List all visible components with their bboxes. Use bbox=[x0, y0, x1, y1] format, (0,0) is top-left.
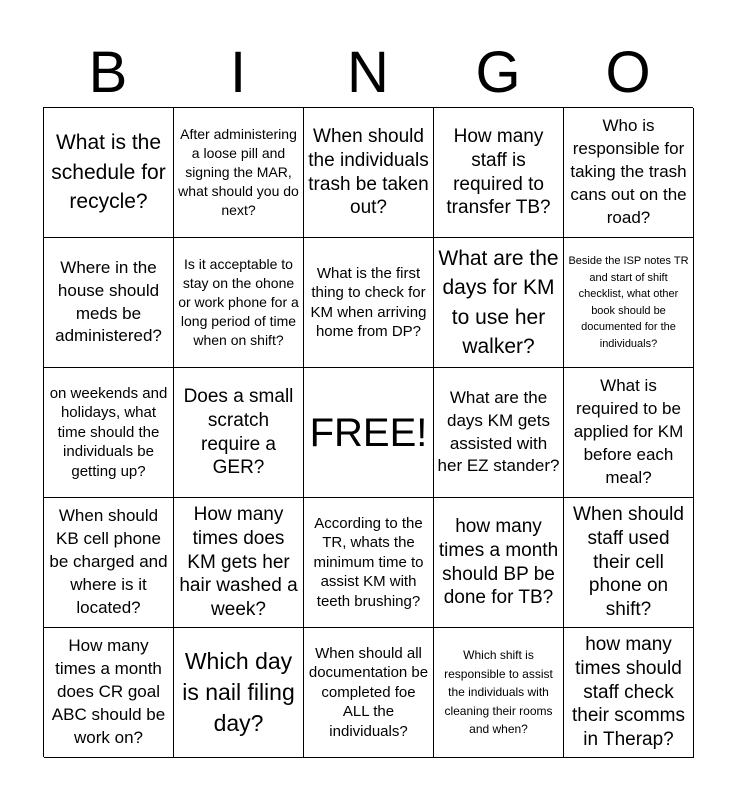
cell-text: Which shift is responsible to assist the individuals with cleaning their rooms and when? bbox=[444, 648, 553, 737]
bingo-cell[interactable] bbox=[44, 498, 174, 628]
header-letter-n: N bbox=[347, 40, 389, 105]
bingo-cell[interactable] bbox=[174, 368, 304, 498]
cell-text: How many times does KM gets her hair washed a week? bbox=[179, 504, 298, 621]
cell-text: According to the TR, whats the minimum time to assist KM with teeth brushing? bbox=[313, 514, 424, 610]
cell-text: What is the schedule for recycle? bbox=[51, 131, 166, 214]
cell-text: Does a small scratch require a GER? bbox=[183, 386, 294, 479]
cell-text: Where in the house should meds be administered? bbox=[55, 257, 162, 346]
cell-text: how many times should staff check their scomms in Therap? bbox=[572, 634, 685, 751]
bingo-grid bbox=[43, 107, 693, 757]
cell-text: Beside the ISP notes TR and start of shift checklist, what other book should be documented for the individuals? bbox=[568, 255, 689, 350]
bingo-cell-free[interactable] bbox=[304, 368, 434, 498]
cell-text: Which day is nail filing day? bbox=[182, 647, 295, 737]
cell-text: Who is responsible for taking the trash cans out on the road? bbox=[570, 116, 687, 227]
header-letter-i: I bbox=[229, 40, 247, 105]
cell-text: When should staff used their cell phone on shift? bbox=[573, 504, 684, 621]
header-letter-o: O bbox=[605, 40, 651, 105]
cell-text: on weekends and holidays, what time should the individuals be getting up? bbox=[49, 384, 168, 480]
bingo-cell[interactable] bbox=[304, 498, 434, 628]
bingo-cell[interactable] bbox=[434, 628, 564, 758]
bingo-cell[interactable] bbox=[44, 368, 174, 498]
bingo-cell[interactable] bbox=[174, 498, 304, 628]
cell-text: Is it acceptable to stay on the ohone or work phone for a long period of time when on shift? bbox=[178, 256, 299, 348]
bingo-cell[interactable] bbox=[434, 498, 564, 628]
bingo-cell[interactable] bbox=[434, 238, 564, 368]
cell-text: What is the first thing to check for KM when arriving home from DP? bbox=[310, 264, 427, 340]
bingo-cell[interactable] bbox=[564, 368, 694, 498]
cell-text: What are the days KM gets assisted with her EZ stander? bbox=[437, 387, 560, 476]
bingo-cell[interactable] bbox=[434, 108, 564, 238]
cell-text: When should all documentation be completed foe ALL the individuals? bbox=[308, 644, 429, 740]
bingo-cell[interactable] bbox=[564, 628, 694, 758]
bingo-cell[interactable] bbox=[304, 108, 434, 238]
cell-text: What is required to be applied for KM before each meal? bbox=[573, 376, 684, 487]
cell-text: When should KB cell phone be charged and where is it located? bbox=[49, 506, 168, 617]
bingo-header bbox=[43, 38, 693, 108]
bingo-cell[interactable] bbox=[44, 628, 174, 758]
bingo-cell[interactable] bbox=[44, 238, 174, 368]
header-letter-g: G bbox=[475, 40, 521, 105]
header-letter-b: B bbox=[88, 40, 128, 105]
bingo-cell[interactable] bbox=[44, 108, 174, 238]
cell-text: When should the individuals trash be taken out? bbox=[308, 126, 429, 219]
bingo-cell[interactable] bbox=[174, 628, 304, 758]
cell-text: How many staff is required to transfer TB? bbox=[446, 126, 551, 219]
bingo-cell[interactable] bbox=[304, 238, 434, 368]
bingo-cell[interactable] bbox=[174, 238, 304, 368]
bingo-cell[interactable] bbox=[304, 628, 434, 758]
cell-text: How many times a month does CR goal ABC should be work on? bbox=[51, 636, 166, 747]
bingo-cell[interactable] bbox=[564, 498, 694, 628]
free-space-text: FREE! bbox=[309, 410, 428, 455]
cell-text: What are the days for KM to use her walker? bbox=[438, 246, 559, 358]
cell-text: After administering a loose pill and signing the MAR, what should you do next? bbox=[178, 126, 299, 218]
bingo-cell[interactable] bbox=[564, 108, 694, 238]
cell-text: how many times a month should BP be done for TB? bbox=[438, 516, 559, 609]
bingo-cell[interactable] bbox=[434, 368, 564, 498]
bingo-cell[interactable] bbox=[564, 238, 694, 368]
bingo-cell[interactable] bbox=[174, 108, 304, 238]
